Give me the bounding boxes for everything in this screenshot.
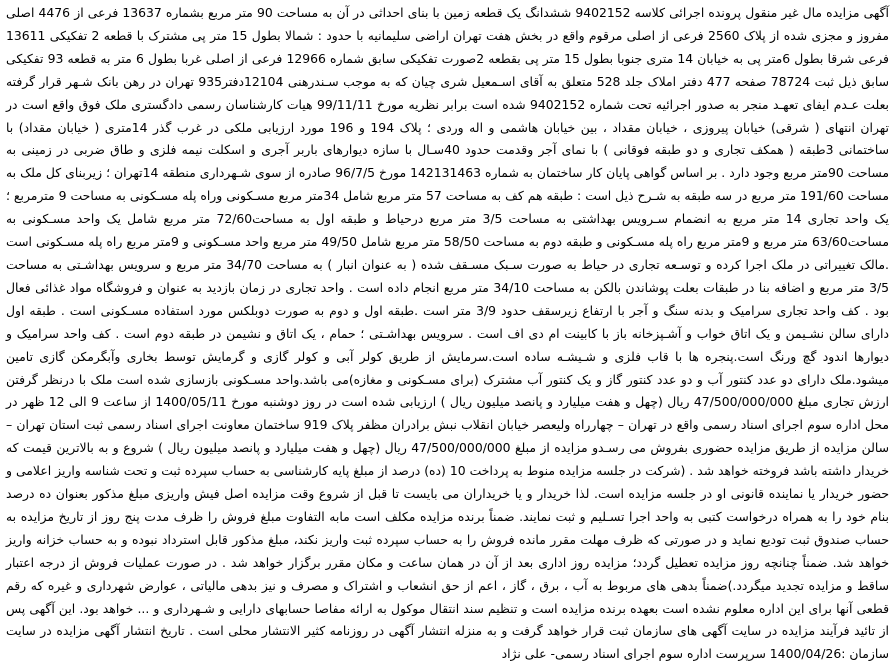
auction-notice-paragraph: آگهی مزایده مال غیر منقول پرونده اجرائی کلاسه 9402152 ششدانگ یک قطعه زمین با بنای احداثی در آن به مساحت 90 متر مربع بشماره 13637 فرعی از 4476 اصلی مفروز و مجزی شده از پلاک 2560 فرعی از اصلی مرقوم واقع در بخش هفت تهران اراضی سلیمانیه با حدود : شمالا بطول 15 متر پی مشترک با قطعه 2 تفکیکی 13611 فرعی شرقا بطول 6متر پی به خیابان 14 متری جنوبا بطول 15 متر پی بقطعه 2صورت تفکیکی سابق شماره 12966 فرعی از اصلی غربا بطول 6 متر به قطعه 93 تفکیکی سابق ذیل ثبت 78724 صفحه 477 دفتر املاک جلد 528 متعلق به آقای اسـمعیل شری چیان که به موجب سـندرهنی 12104دفتر935 تهران در رهن بانک شـهر قرار گرفته بعلت عـدم ایفای تعهـد منجر به صدور اجرائیه تحت شماره 9402152 شده است برابر نظریه مورخ 99/11/11 هیات کارشناسان رسمی دادگستری ملک فوق واقع است در تهران انتهای ( شرقی) خیابان پیروزی ، خیابان مقداد ، بین خیابان هاشمی و اله وردی ؛ پلاک 194 و 196 مورد ارزیابی ملکی در غرب گذر 14متری ( خیابان مقداد) با ساختمانی 3طبقه ( همکف تجاری و دو طبقه فوقانی ) با نمای آجر وقدمت حدود 40سـال با سازه دیوارهای باربر آجری و اسکلت نیمه فلزی و طاق ضربی در زمینی به مساحت 90متر مربع وجود دارد . بر اساس گواهی پایان کار ساختمان به شماره 142131463 مورخ 96/7/5 صادره از سوی شـهرداری منطقه 14تهران ؛ زیربنای کل ملک به مساحت 191/60 متر مربع در سه طبقه به شـرح ذیل است : طبقه هم کف به مساحت 57 متر مربع شامل 34متر مربع مسـکونی وراه پله مسـکونی به مساحت 9 مترمربع ؛ یک واحد تجاری 14 متر مربع به انضمام سـرویس بهداشتی به مساحت 3/5 متر مربع درحیاط و طبقه اول به مساحت72/60 متر مربع شامل یک واحد مسـکونی به مساحت63/60 متر مربع و 9متر مربع راه پله مسـکونی و طبقه دوم به مساحت 58/50 متر مربع شامل 49/50 متر مربع واحد مسـکونی و 9متر مربع راه پله مسـکونی است .مالک تغییراتی در ملک اجرا کرده و توسـعه تجاری در حیاط به صورت سـبک مسـقف شده ( به عنوان انبار ) به مساحت 34/70 متر مربع و سرویس بهداشـتی به مساحت 3/5 متر مربع و اضافه بنا در طبقات بعلت پوشاندن بالکن به مساحت 34/10 متر مربع انجام داده است . واحد تجاری در زمان بازدید به عنوان و فروشگاه مواد غذائی فعال بود . کف واحد تجاری سرامیک و بدنه سنگ و آجر با ارتفاع زیرسقف حدود 3/9 متر است .طبقه اول و دوم به صورت دوبلکس مورد استفاده مسـکونی است . طبقه اول دارای سالن نشـیمن و یک اتاق خواب و آشـپزخانه باز با کابینت ام دی اف است . سرویس بهداشـتی ؛ حمام ، یک اتاق و نشیمن در طبقه دوم است . کف واحد سرامیک و دیوارها اندود گچ ورنگ است.پنجره ها با قاب فلزی و شـیشـه ساده است.سرمایش از طریق کولر آبی و کولر گازی و گرمایش توسط بخاری وآبگرمکن گازی تامین میشود.ملک دارای دو عدد کنتور آب و دو عدد کنتور گاز و یک کنتور آب مشترک (برای مسـکونی و مغازه)می باشد.واحد مسـکونی بازسازی شده است ملک با درنظر گرفتن ارزش تجاری مبلغ 47/500/000/000 ریال (چهل و هفت میلیارد و پانصد میلیون ریال ) ارزیابی شده است در روز دوشنبه مورخ 1400/05/11 از ساعت 9 الی 12 ظهر در محل اداره سوم اجرای اسناد رسمی واقع در تهران – چهارراه ولیعصر خیابان انقلاب نبش برادران مظفر پلاک 919 ساختمان معاونت اجرای اسناد رسمی ثبت استان تهران – سالن مزایده از طریق مزایده حضوری بفروش می رسـدو مزایده از مبلغ 47/500/000/000 ریال (چهل و هفت میلیارد و پانصد میلیون ریال ) شروع و به بالاترین قیمت که خریدار داشته باشد فروخته خواهد شد . (شرکت در جلسه مزایده منوط به پرداخت 10 (ده) درصد از مبلغ پایه کارشناسی به حساب سپرده ثبت و تحت شناسه واریز اعلامی و حضور خریدار یا نماینده قانونی او در جلسه مزایده است. لذا خریدار و یا خریداران می بایست تا قبل از شروع وقت مزایده اصل فیش واریزی مبلغ مذکور بعنوان ده درصد بنام خود را به همراه درخواست کتبی به واحد اجرا تسـلیم و ثبت نمایند. ضمناً برنده مزایده مکلف است مابه التفاوت مبلغ فروش را ظرف مدت پنج روز از تاریخ مزایده به حساب صندوق ثبت تودیع نماید و در صورتی که ظرف مهلت مقرر مانده فروش را به حساب سپرده ثبت واریز نکند، مبلغ مذکور قابل استرداد نبوده و به حساب خزانه واریز خواهد شد. ضمناً چنانچه روز مزایده تعطیل گردد؛ مزایده روز اداری بعد از آن در همان ساعت و مکان مقرر برگزار خواهد شد . در صورت عملیات فروش از درجه اعتبار ساقط و مزایده تجدید میگردد.)ضمناً بدهی های مربوط به آب ، برق ، گاز ، اعم از حق انشعاب و اشتراک و مصرف و نیز بدهی مالیاتی ، عوارض شهرداری و غیره که رقم قطعی آنها برای این اداره معلوم نشده است بعهده برنده مزایده است و تنظیم سند انتقال موکول به ارائه مفاصا حسابهای دارایی و شـهرداری و ... خواهد بود. این آگهی پس از تائید فرآیند مزایده در سایت آگهی های سازمان ثبت قرار خواهد گرفت و به منزله انتشار آگهی در روزنامه کثیر الانتشار محلی است . تاریخ انتشار آگهی مزایده در سایت سازمان :1400/04/26 سرپرست اداره سوم اجرای اسناد رسمی- علی نژاد (6, 5, 890, 662)
auction-notice-text (6, 2, 889, 666)
